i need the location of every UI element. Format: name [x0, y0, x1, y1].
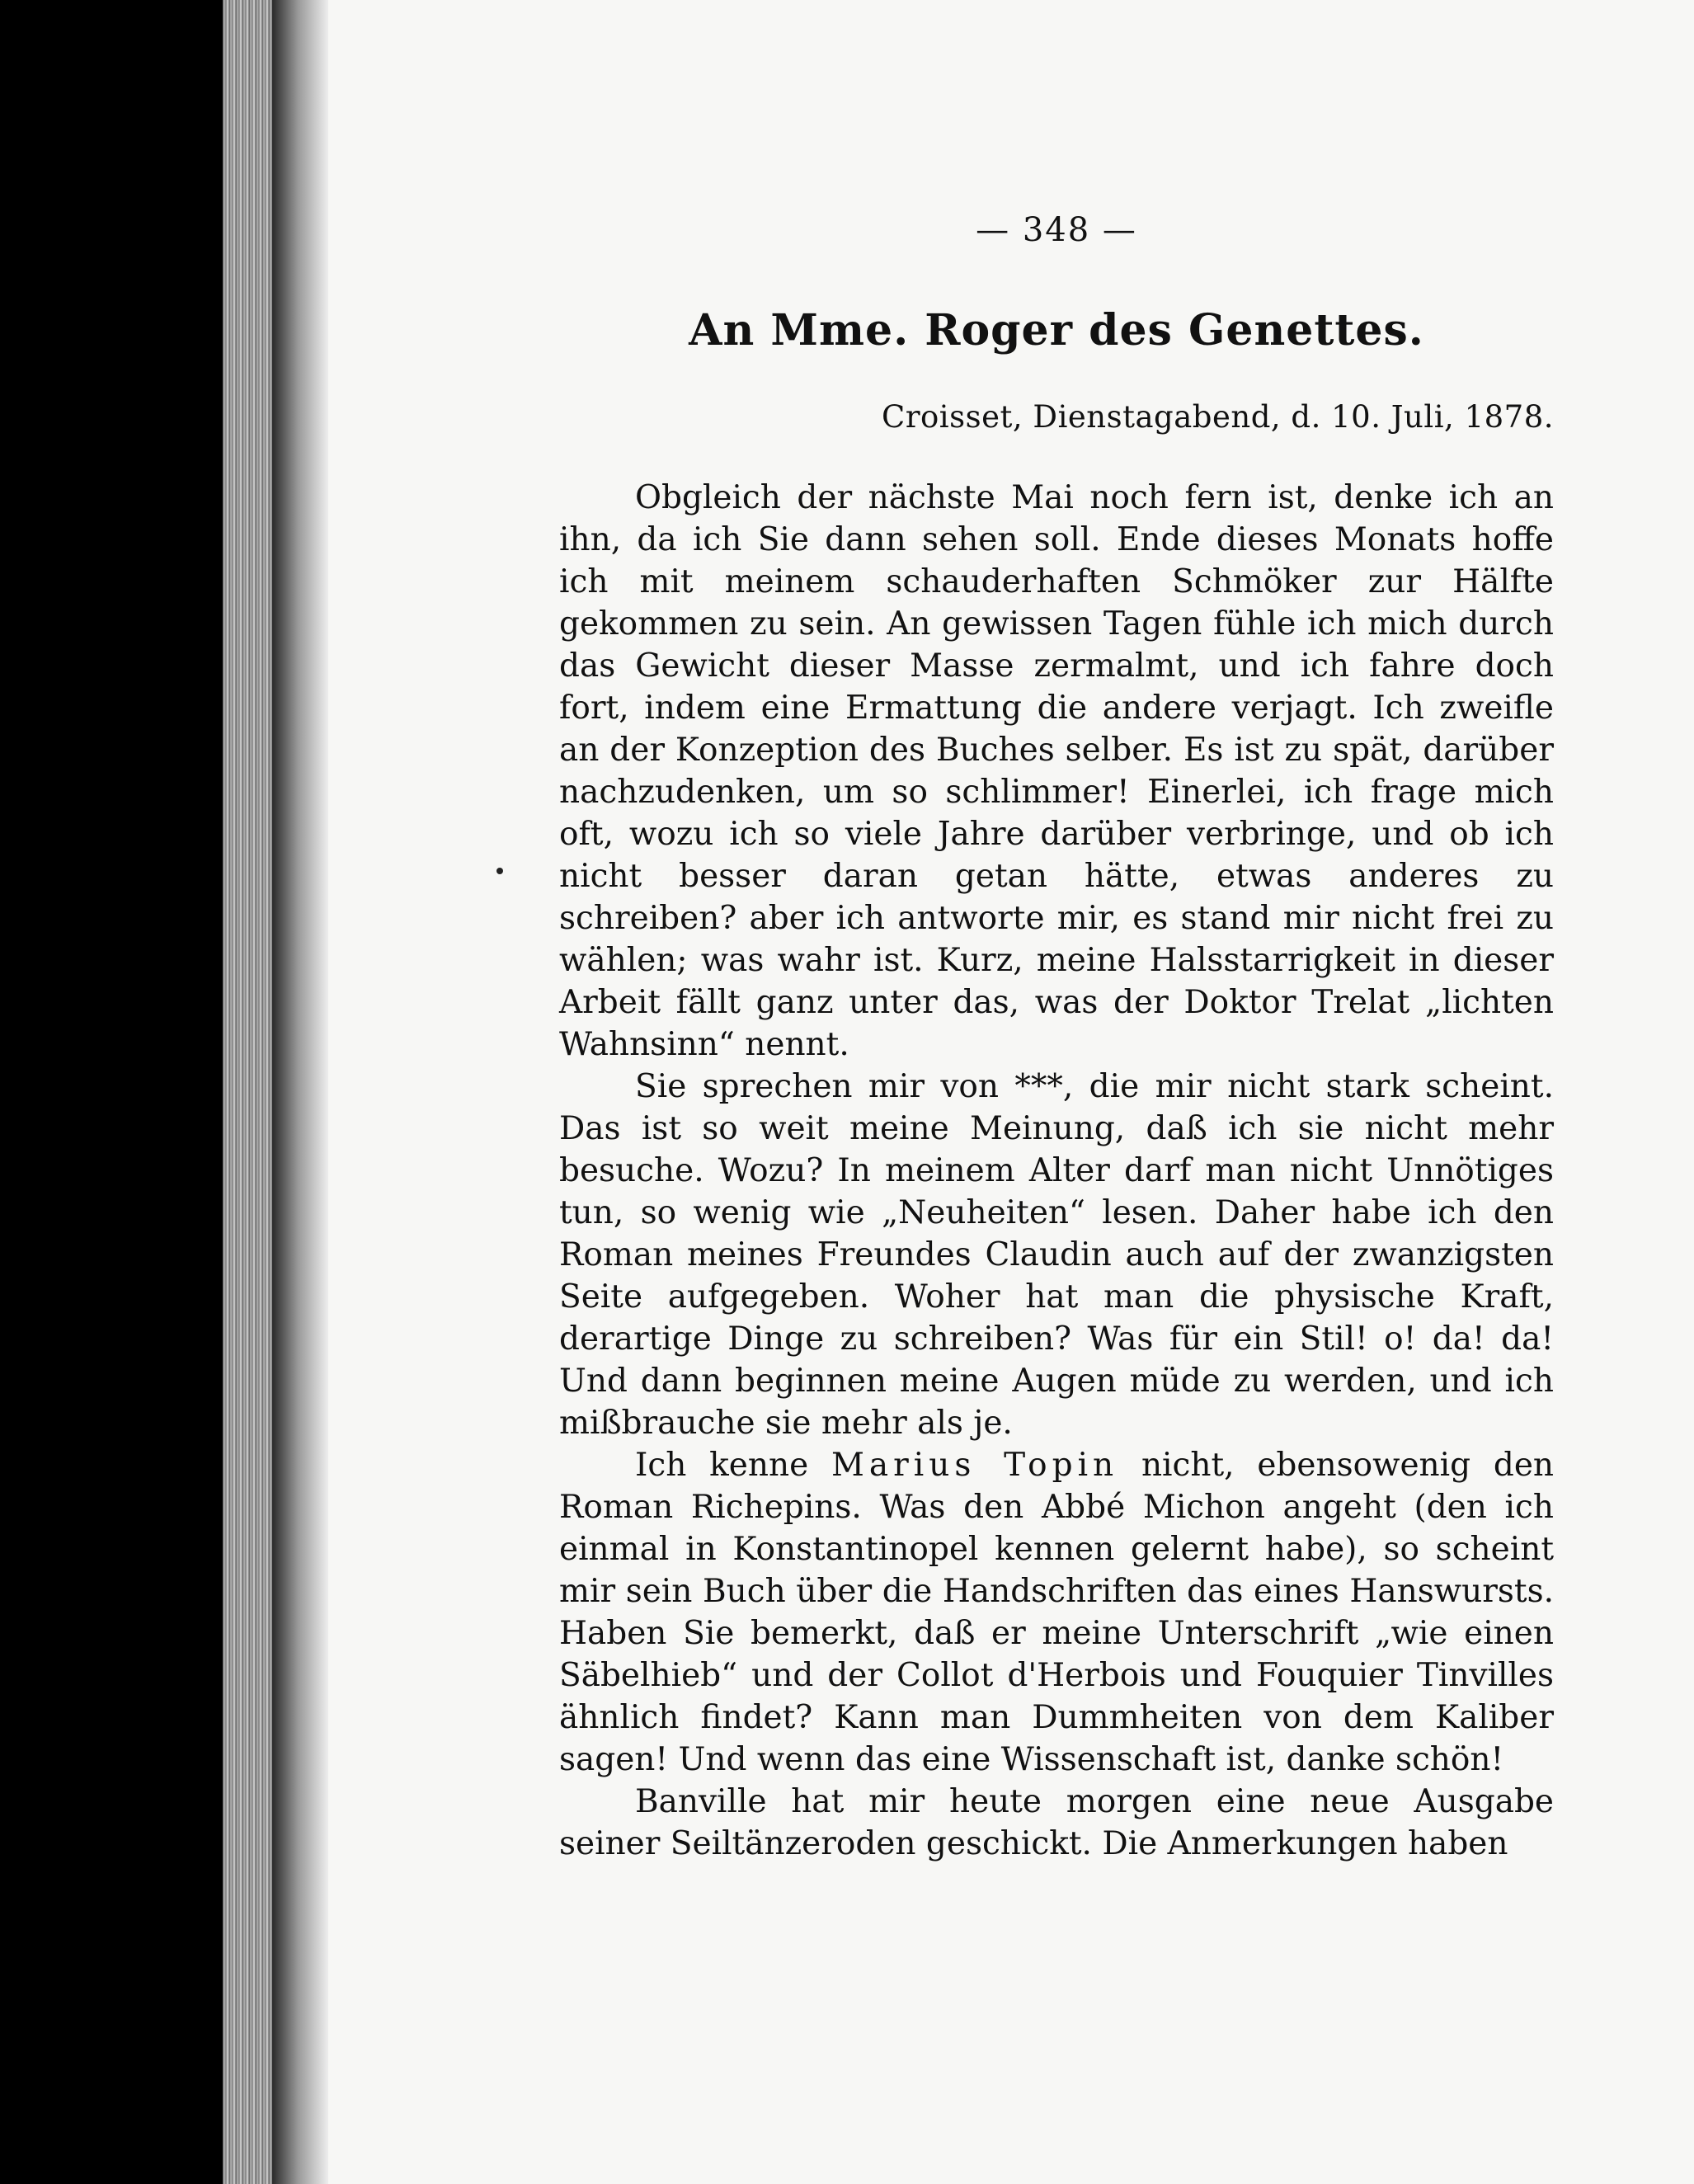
paragraph: [559, 1444, 1554, 1781]
book-gutter-shadow: [272, 0, 330, 2184]
margin-speck: [496, 868, 503, 874]
letter-body: [559, 477, 1554, 1865]
spaced-name: Marius Topin: [831, 1447, 1119, 1484]
paragraph-text: Ich kenne: [635, 1447, 831, 1484]
page-number: — 348 —: [976, 211, 1137, 249]
book-page: [328, 0, 1694, 2184]
paragraph-text: nicht, ebensowenig den Roman Richepins. Was den Abbé Michon angeht (den ich einmal in Konstantinopel kennen gelernt habe), so scheint mir sein Buch über die Handschriften das eines Hanswursts. Haben Sie bemerkt, daß er meine Unterschrift „wie einen Säbelhieb“ und der Collot d'Herbois und Fouquier Tinvilles ähnlich findet? Kann man Dummheiten von dem Kaliber sagen! Und wenn das eine Wissenschaft ist, danke schön!: [559, 1447, 1555, 1778]
letter-title: An Mme. Roger des Genettes.: [689, 305, 1424, 355]
paragraph: Obgleich der nächste Mai noch fern ist, denke ich an ihn, da ich Sie dann sehen soll. Ende dieses Monats hoffe ich mit meinem schauderhaften Schmöker zur Hälfte gekommen zu sein. An gewissen Tagen fühle ich mich durch das Gewicht dieser Masse zermalmt, und ich fahre doch fort, indem eine Ermattung die andere verjagt. Ich zweifle an der Konzeption des Buches selber. Es ist zu spät, darüber nachzudenken, um so schlimmer! Einerlei, ich frage mich oft, wozu ich so viele Jahre darüber verbringe, und ob ich nicht besser daran getan hätte, etwas anderes zu schreiben? aber ich antworte mir, es stand mir nicht frei zu wählen; was wahr ist. Kurz, meine Halsstarrigkeit in dieser Arbeit fällt ganz unter das, was der Doktor Trelat „lichten Wahnsinn“ nennt.: [559, 479, 1554, 1063]
paragraph: Sie sprechen mir von ***, die mir nicht stark scheint. Das ist so weit meine Meinung, daß ich sie nicht mehr besuche. Wozu? In meinem Alter darf man nicht Unnötiges tun, so wenig wie „Neuheiten“ lesen. Daher habe ich den Roman meines Freundes Claudin auch auf der zwanzigsten Seite aufgegeben. Woher hat man die physische Kraft, derartige Dinge zu schreiben? Was für ein Stil! o! da! da! Und dann beginnen meine Augen müde zu werden, und ich mißbrauche sie mehr als je.: [559, 1068, 1554, 1442]
paragraph: Banville hat mir heute morgen eine neue Ausgabe seiner Seiltänzeroden geschickt. Die Anmerkungen haben: [559, 1783, 1554, 1862]
dateline: Croisset, Dienstagabend, d. 10. Juli, 1878.: [882, 399, 1554, 435]
book-page-edges: [223, 0, 275, 2184]
